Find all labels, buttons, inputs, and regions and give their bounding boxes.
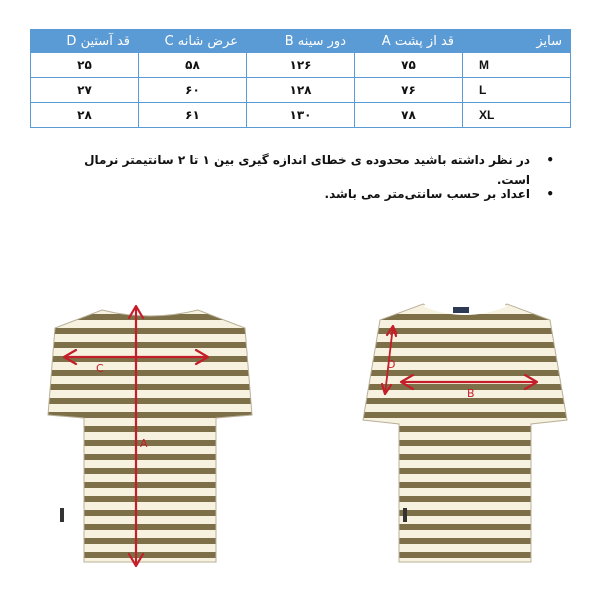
shirt-stripe [345,510,585,516]
note-item [78,184,558,218]
size-cell: L [463,78,571,103]
header-back-length: قد از پشت A [355,30,463,53]
shoulder-width-cell: ۶۰ [139,78,247,103]
shirt-stripe [30,370,270,376]
notes-list [78,150,558,218]
shirt-stripe [30,398,270,404]
shirt-stripe [30,524,270,530]
shirt-stripe [30,412,270,418]
size-table [30,29,571,128]
note-text: اعداد بر حسب سانتی‌متر می باشد. [324,187,530,201]
shirt-stripe [345,468,585,474]
shirt-stripe [30,510,270,516]
shirt-front-tag [403,508,407,522]
shirt-front-image [345,290,585,580]
note-text: در نظر داشته باشید محدوده ی خطای اندازه گیری بین ۱ تا ۲ سانتیمتر نرمال است. [84,153,530,187]
shirt-front-label [453,307,469,313]
shirt-stripe [345,552,585,558]
shirt-back-image [30,290,270,580]
shirt-stripe [30,314,270,320]
shirt-stripe [30,496,270,502]
shirt-stripe [345,482,585,488]
shirt-front-body [345,304,585,572]
shirt-stripe [30,454,270,460]
header-chest: دور سینه B [247,30,355,53]
shirt-stripe [345,398,585,404]
table-row [31,53,571,78]
sleeve-length-cell: ۲۵ [31,53,139,78]
note-item [78,150,558,187]
shirt-stripe [30,440,270,446]
shirt-stripe [345,496,585,502]
header-shoulder-width: عرض شانه C [139,30,247,53]
sleeve-length-cell: ۲۷ [31,78,139,103]
chest-cell: ۱۳۰ [247,103,355,128]
marker-b-label: B [467,387,475,400]
table-row [31,78,571,103]
marker-c-label: C [96,362,104,375]
shoulder-width-cell: ۶۱ [139,103,247,128]
marker-a-front-label: A [390,327,397,338]
bullet-icon: • [546,153,554,167]
shirt-stripe [345,370,585,376]
shirt-stripe [345,356,585,362]
chest-cell: ۱۲۶ [247,53,355,78]
shirt-stripe [345,566,585,572]
marker-a-label: A [140,437,148,450]
shirt-back-tag [60,508,64,522]
shirt-stripe [345,328,585,334]
shirt-stripe [30,426,270,432]
measure-a-front [390,326,397,338]
shirt-stripe [345,454,585,460]
shirt-stripe [30,328,270,334]
shirt-stripe [30,538,270,544]
shirt-stripe [30,384,270,390]
header-size: سایز [463,30,571,53]
table-header-row [31,30,571,53]
size-cell: M [463,53,571,78]
shirt-stripe [345,538,585,544]
table-row [31,103,571,128]
sleeve-length-cell: ۲۸ [31,103,139,128]
chest-cell: ۱۲۸ [247,78,355,103]
shirt-stripe [345,524,585,530]
shirt-stripe [345,412,585,418]
shirt-stripe [30,482,270,488]
shirt-stripe [345,384,585,390]
shirt-stripe [345,440,585,446]
shirt-stripe [30,468,270,474]
back-length-cell: ۷۵ [355,53,463,78]
marker-d-label: D [387,358,396,371]
back-length-cell: ۷۶ [355,78,463,103]
shirt-stripe [30,552,270,558]
shirt-stripe [30,342,270,348]
header-sleeve-length: قد آستین D [31,30,139,53]
shirt-stripe [345,426,585,432]
back-length-cell: ۷۸ [355,103,463,128]
size-cell: XL [463,103,571,128]
bullet-icon: • [546,187,554,201]
shoulder-width-cell: ۵۸ [139,53,247,78]
shirt-stripe [30,566,270,572]
shirt-stripe [345,342,585,348]
shirt-back-body [30,310,270,572]
